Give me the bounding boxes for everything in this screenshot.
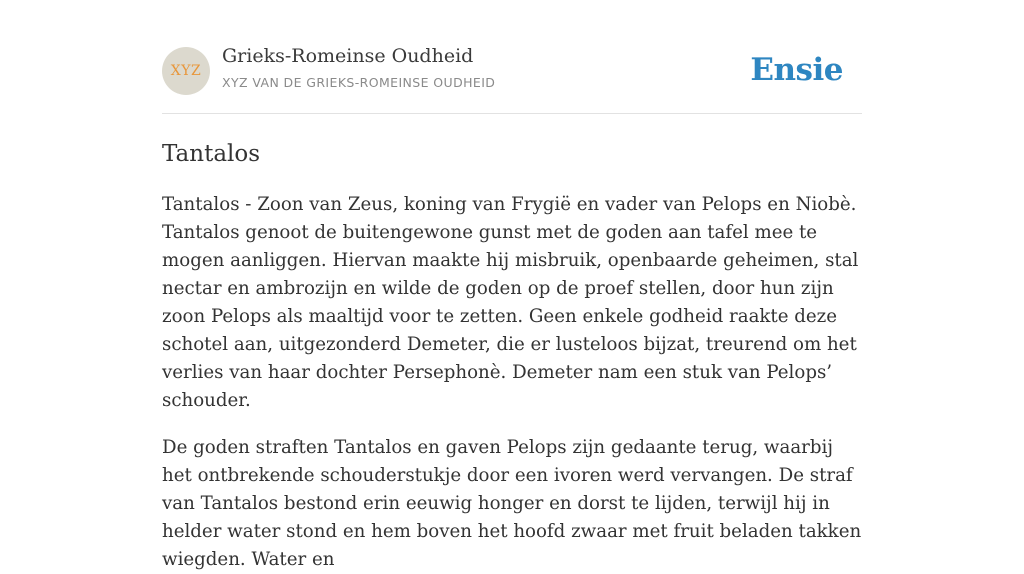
source-header — [162, 0, 862, 114]
entry-paragraph-1: Tantalos - Zoon van Zeus, koning van Frygië en vader van Pelops en Niobè. Tantalos genoot de buitengewone gunst met de goden aan tafel mee te mogen aanliggen. Hiervan maakte hij misbruik, openbaarde geheimen, stal nectar en ambrozijn en wilde de goden op de proef stellen, door hun zijn zoon Pelops als maaltijd voor te zetten. Geen enkele godheid raakte deze schotel aan, uitgezonderd Demeter, die er lusteloos bijzat, treurend om het verlies van haar dochter Persephonè. Demeter nam een stuk van Pelops’ schouder. — [162, 194, 859, 411]
source-avatar[interactable]: XYZ — [162, 47, 210, 95]
entry-paragraph-2: De goden straften Tantalos en gaven Pelops zijn gedaante terug, waarbij het ontbrekende schouderstukje door een ivoren werd vervangen. De straf van Tantalos bestond erin eeuwig honger en dorst te lijden, terwijl hij in helder water stond en hem boven het hoofd zwaar met fruit beladen takken wiegden. Water en — [162, 437, 862, 570]
entry-title: Tantalos — [162, 141, 261, 167]
entry-content — [162, 191, 862, 574]
page — [162, 0, 862, 574]
source-title[interactable]: Grieks-Romeinse Oudheid — [222, 45, 474, 67]
ensie-logo-link[interactable]: Ensie — [750, 52, 843, 88]
source-subtitle: XYZ VAN DE GRIEKS-ROMEINSE OUDHEID — [222, 75, 496, 90]
